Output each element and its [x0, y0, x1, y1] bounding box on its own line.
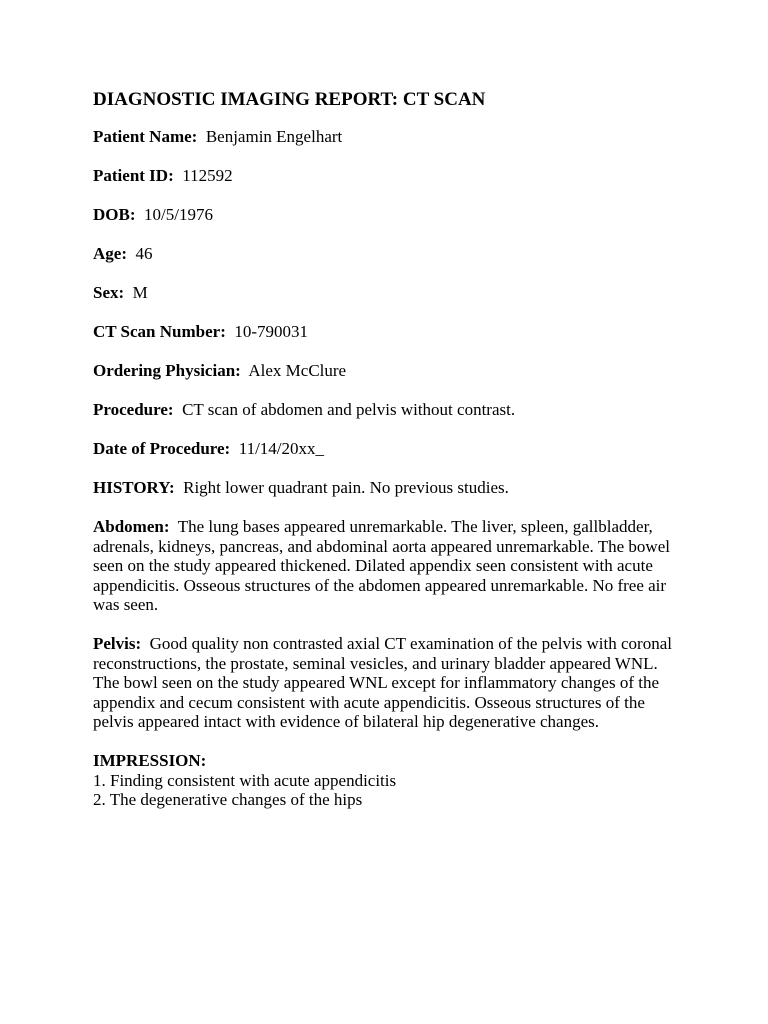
- report-page: [93, 88, 673, 810]
- field-value: Right lower quadrant pain. No previous studies.: [183, 478, 509, 497]
- impression-item: 1. Finding consistent with acute appendicitis: [93, 770, 397, 790]
- field-label: Pelvis:: [93, 634, 142, 653]
- field-label: Patient Name:: [93, 127, 198, 146]
- field-label: Abdomen:: [93, 517, 170, 536]
- field-label: Sex:: [93, 283, 125, 302]
- field-label: Patient ID:: [93, 166, 174, 185]
- field-pelvis: [93, 634, 673, 732]
- field-label: Date of Procedure:: [93, 439, 231, 458]
- field-label: DOB:: [93, 205, 136, 224]
- field-value: Good quality non contrasted axial CT examination of the pelvis with coronal reconstructions, the prostate, seminal vesicles, and urinary bladder appeared WNL. The bowl seen on the study appeared WNL except for inflammatory changes of the appendix and cecum consistent with acute appendicitis. Osseous structures of the pelvis appeared intact with evidence of bilateral hip degenerative changes.: [93, 634, 672, 731]
- field-value: 112592: [182, 166, 233, 185]
- field-value: 46: [135, 244, 153, 263]
- field-abdomen: [93, 517, 673, 615]
- field-sex: [93, 283, 673, 303]
- field-value: The lung bases appeared unremarkable. The liver, spleen, gallbladder, adrenals, kidneys, pancreas, and abdominal aorta appeared unremarkable. The bowel seen on the study appeared thickened. Dilated appendix seen consistent with acute appendicitis. Osseous structures of the abdomen appeared unremarkable. No free air was seen.: [93, 517, 670, 614]
- field-label: CT Scan Number:: [93, 322, 226, 341]
- field-label: Ordering Physician:: [93, 361, 241, 380]
- field-value: Benjamin Engelhart: [205, 127, 343, 146]
- impression-list: [93, 771, 673, 810]
- impression-item: 2. The degenerative changes of the hips: [93, 790, 363, 809]
- field-history: [93, 478, 673, 498]
- field-value: 11/14/20xx_: [238, 439, 325, 458]
- field-value: 10-790031: [234, 322, 309, 341]
- field-ct-scan-number: [93, 322, 673, 342]
- field-age: [93, 244, 673, 264]
- field-dob: [93, 205, 673, 225]
- field-label: HISTORY:: [93, 478, 175, 497]
- field-patient-id: [93, 166, 673, 186]
- field-value: CT scan of abdomen and pelvis without contrast.: [182, 400, 516, 419]
- field-ordering-physician: [93, 361, 673, 381]
- field-procedure: [93, 400, 673, 420]
- field-value: M: [132, 283, 148, 302]
- field-value: Alex McClure: [248, 361, 347, 380]
- report-title: DIAGNOSTIC IMAGING REPORT: CT SCAN: [93, 89, 486, 110]
- field-label: Procedure:: [93, 400, 174, 419]
- field-patient-name: [93, 127, 673, 147]
- field-value: 10/5/1976: [144, 205, 213, 224]
- impression-heading: IMPRESSION:: [93, 751, 207, 770]
- field-date-of-procedure: [93, 439, 673, 459]
- field-label: Age:: [93, 244, 127, 263]
